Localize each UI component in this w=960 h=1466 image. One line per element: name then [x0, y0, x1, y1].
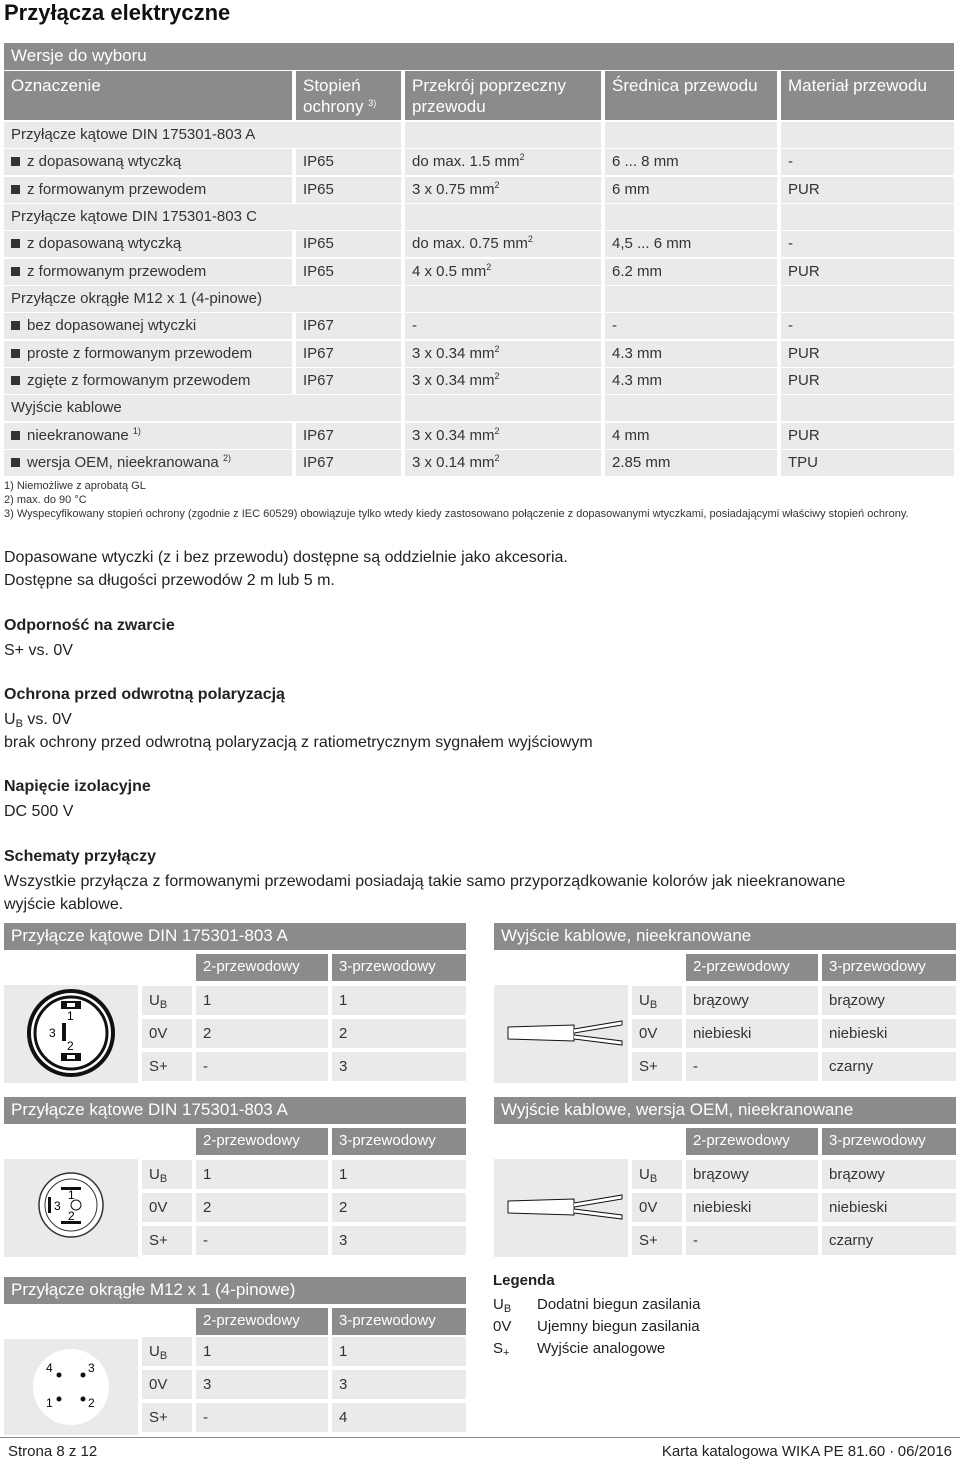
bullet-icon	[11, 321, 20, 330]
heading-reverse-polarity: Ochrona przed odwrotną polaryzacją	[4, 686, 285, 703]
table-row: nieekranowane $^{1)}$ IP67 3 x 0.34 $mm^2$ 4 mm PUR	[4, 423, 954, 449]
bullet-icon	[11, 185, 20, 194]
box-title: Wyjście kablowe, wersja OEM, nieekranowane	[494, 1097, 956, 1124]
table-row: z dopasowaną wtyczką IP65 do max. 0.75 $mm^2$ 4,5 ... 6 mm -	[4, 231, 954, 257]
insulation-value: DC 500 V	[4, 803, 74, 820]
col-stopien: Stopień ochrony $^{3)}$	[296, 71, 401, 120]
table-header: Wersje do wyboru	[4, 43, 954, 70]
bullet-icon	[11, 267, 20, 276]
col-przekroj: Przekrój poprzeczny przewodu	[405, 71, 601, 120]
cable-icon	[494, 985, 628, 1083]
reverse-polarity-value: $U_B$ vs. 0V	[4, 711, 72, 730]
paragraph: Dostępne sa długości przewodów 2 m lub 5 m.	[4, 572, 335, 589]
svg-text:2: 2	[88, 1396, 95, 1410]
svg-text:2: 2	[68, 1209, 75, 1223]
schema-box-cable-oem: Wyjście kablowe, wersja OEM, nieekranowane 2-przewodowy 3-przewodowy $U_B$ brązowy brązowy 0V niebieski niebieski S+ - czarny	[494, 1097, 956, 1257]
schema-box-cable: Wyjście kablowe, nieekranowane 2-przewodowy 3-przewodowy $U_B$ brązowy brązowy 0V niebieski niebieski S+ - czarny	[494, 923, 956, 1083]
legend-row: $U_B$ Dodatni biegun zasilania	[493, 1296, 701, 1315]
table-row: wersja OEM, nieekranowana $^{2)}$ IP67 3 x 0.14 $mm^2$ 2.85 mm TPU	[4, 450, 954, 476]
schema-paragraph: wyjście kablowe.	[4, 896, 124, 913]
reverse-polarity-note: brak ochrony przed odwrotną polaryzacją z ratiometrycznym sygnałem wyjściowym	[4, 734, 593, 751]
footnote-3: 3) Wyspecyfikowany stopień ochrony (zgodnie z IEC 60529) obowiązuje tylko wtedy kiedy zastosowano połączenie z dopasowanymi wtyczkami, posiadającymi właściwy stopień ochrony.	[4, 508, 909, 520]
bullet-icon	[11, 349, 20, 358]
bullet-icon	[11, 431, 20, 440]
din-connector-small-icon	[4, 1159, 138, 1257]
svg-text:1: 1	[67, 1009, 74, 1023]
svg-text:1: 1	[46, 1396, 53, 1410]
box-title: Wyjście kablowe, nieekranowane	[494, 923, 956, 950]
m12-connector-icon	[4, 1339, 138, 1435]
legend-row: 0V Ujemny biegun zasilania	[493, 1318, 700, 1335]
table-row: z dopasowaną wtyczką IP65 do max. 1.5 $mm^2$ 6 ... 8 mm -	[4, 149, 954, 175]
page-title: Przyłącza elektryczne	[4, 0, 231, 25]
bullet-icon	[11, 157, 20, 166]
table-section	[4, 286, 954, 312]
box-title: Przyłącze okrągłe M12 x 1 (4-pinowe)	[4, 1277, 466, 1304]
col-material: Materiał przewodu	[781, 71, 954, 120]
box-title: Przyłącze kątowe DIN 175301-803 A	[4, 923, 466, 950]
table-section	[4, 204, 954, 230]
table-row: bez dopasowanej wtyczki IP67 - - -	[4, 313, 954, 339]
heading-schemas: Schematy przyłączy	[4, 848, 157, 865]
svg-text:3: 3	[54, 1199, 61, 1213]
table-row: zgięte z formowanym przewodem IP67 3 x 0.34 $mm^2$ 4.3 mm PUR	[4, 368, 954, 394]
footnote-2: 2) max. do 90 °C	[4, 494, 87, 506]
table-row: proste z formowanym przewodem IP67 3 x 0.34 $mm^2$ 4.3 mm PUR	[4, 341, 954, 367]
section-label: Wyjście kablowe	[4, 395, 401, 421]
bullet-icon	[11, 239, 20, 248]
short-circuit-value: S+ vs. 0V	[4, 642, 73, 659]
schema-paragraph: Wszystkie przyłącza z formowanymi przewodami posiadają takie samo przyporządkowanie kolorów jak nieekranowane	[4, 873, 846, 890]
footer-page-number: Strona 8 z 12	[8, 1443, 98, 1460]
footer-doc-ref: Karta katalogowa WIKA PE 81.60 ∙ 06/2016	[661, 1443, 952, 1460]
paragraph: Dopasowane wtyczki (z i bez przewodu) dostępne są oddzielnie jako akcesoria.	[4, 549, 568, 566]
svg-text:3: 3	[88, 1361, 95, 1375]
table-row: z formowanym przewodem IP65 4 x 0.5 $mm^2$ 6.2 mm PUR	[4, 259, 954, 285]
bullet-icon	[11, 458, 20, 467]
section-label: Przyłącze kątowe DIN 175301-803 C	[4, 204, 401, 230]
table-section	[4, 395, 954, 421]
legend-row: $S_+$ Wyjście analogowe	[493, 1340, 666, 1359]
schema-box-din-a: Przyłącze kątowe DIN 175301-803 A 2-przewodowy 3-przewodowy 1 3 2 $U_B$ 1 1 0V 2 2 S+ - 3	[4, 923, 466, 1083]
svg-text:1: 1	[68, 1188, 75, 1202]
svg-text:4: 4	[46, 1361, 53, 1375]
schema-box-din-a-2: Przyłącze kątowe DIN 175301-803 A 2-przewodowy 3-przewodowy 1 3 2 $U_B$ 1 1 0V 2 2 S+ - 3	[4, 1097, 466, 1257]
footer-divider	[0, 1437, 960, 1438]
table-section	[4, 122, 954, 148]
section-label: Przyłącze okrągłe M12 x 1 (4-pinowe)	[4, 286, 401, 312]
schema-box-m12: Przyłącze okrągłe M12 x 1 (4-pinowe) 2-przewodowy 3-przewodowy 4 3 1 2 $U_B$ 1 1 0V 3 3 S+ - 4	[4, 1277, 466, 1437]
din-connector-icon	[4, 985, 138, 1083]
section-label: Przyłącze kątowe DIN 175301-803 A	[4, 122, 401, 148]
heading-insulation: Napięcie izolacyjne	[4, 778, 151, 795]
svg-text:3: 3	[49, 1026, 56, 1040]
col-srednica: Średnica przewodu	[605, 71, 777, 120]
heading-short-circuit: Odporność na zwarcie	[4, 617, 175, 634]
box-title: Przyłącze kątowe DIN 175301-803 A	[4, 1097, 466, 1124]
bullet-icon	[11, 376, 20, 385]
footnote-1: 1) Niemożliwe z aprobatą GL	[4, 480, 146, 492]
col-oznaczenie: Oznaczenie	[4, 71, 292, 120]
legend-title: Legenda	[493, 1272, 555, 1289]
svg-text:2: 2	[67, 1039, 74, 1053]
cable-icon	[494, 1159, 628, 1257]
table-row: z formowanym przewodem IP65 3 x 0.75 $mm^2$ 6 mm PUR	[4, 177, 954, 203]
